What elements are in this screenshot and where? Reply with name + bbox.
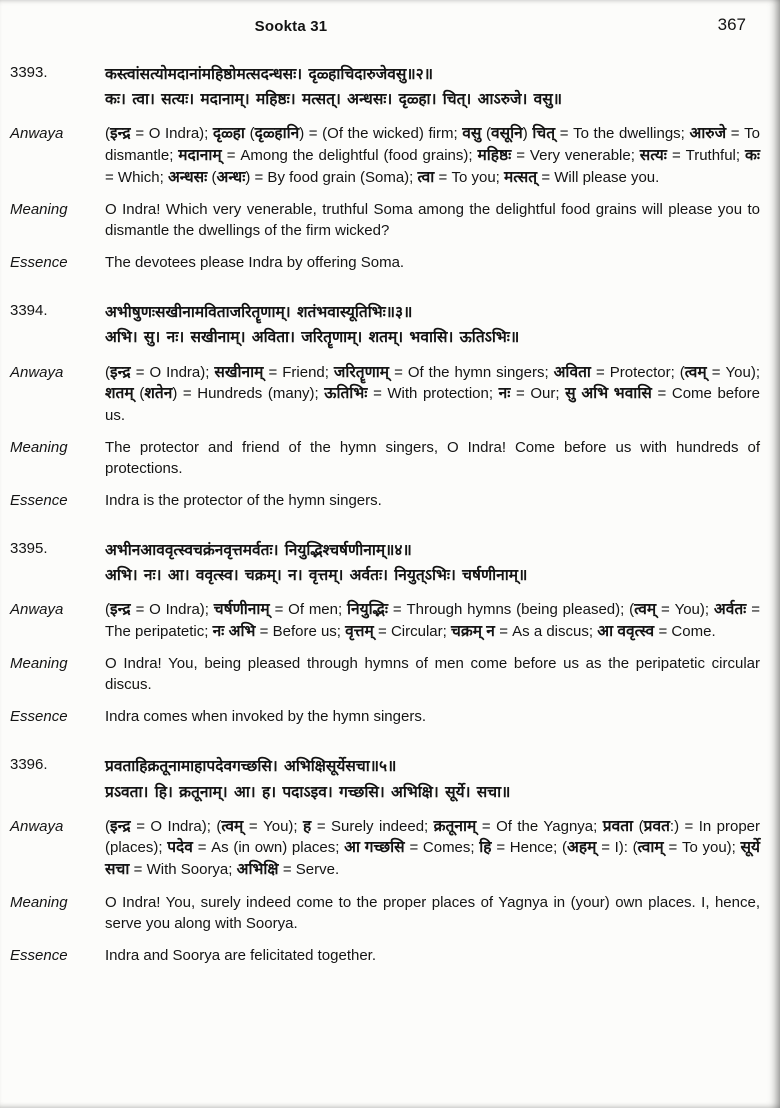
anwaya-label: Anwaya <box>10 817 64 835</box>
anwaya-text: (इन्द्र = O Indra); दृळ्हा (दृळ्हानि) = (Of the wicked) firm; वसु (वसूनि) चित् = To the dwellings; आरुजे = To dismantle; मदानाम् = Among the delightful (food grains); महिष्ठः = Very venerable; सत्यः = Truthful; कः = Which; अन्धसः (अन्धः) = By food grain (Soma); त्वा = To you; मत्सत् = Will please you. <box>105 125 760 186</box>
verse-row <box>8 300 762 350</box>
meaning-label: Meaning <box>10 655 68 673</box>
meaning-row <box>8 892 762 934</box>
essence-row <box>8 490 762 511</box>
verse-row <box>8 538 762 588</box>
verse-number: 3395. <box>10 539 48 557</box>
samhita-line: प्रवताहिक्रतूनामाहापदेवगच्छसि। अभिक्षिसूर्येसचा॥५॥ <box>105 758 397 776</box>
verse-number: 3394. <box>10 302 48 320</box>
anwaya-text: (इन्द्र = O Indra); चर्षणीनाम् = Of men; नियुद्भिः = Through hymns (being pleased); (त्वम् = You); अर्वतः = The peripatetic; नः अभि = Before us; वृत्तम् = Circular; चक्रम् न = As a discus; आ ववृत्स्व = Come. <box>105 601 761 640</box>
pada-line: कः। त्वा। सत्यः। मदानाम्। महिष्ठः। मत्सत्। अन्धसः। दृळ्हा। चित्। आऽरुजे। वसु॥ <box>105 91 563 109</box>
essence-label: Essence <box>10 708 68 726</box>
page-number: 367 <box>717 15 746 34</box>
anwaya-row <box>8 816 762 881</box>
pada-line: अभि। नः। आ। ववृत्स्व। चक्रम्। न। वृत्तम्। अर्वतः। नियुत्ऽभिः। चर्षणीनाम्॥ <box>105 566 528 584</box>
meaning-row <box>8 437 762 479</box>
meaning-label: Meaning <box>10 201 68 219</box>
samhita-line: अभीनआववृत्स्वचक्रंनवृत्तमर्वतः। नियुद्भिश्चर्षणीनाम्॥४॥ <box>105 541 412 559</box>
anwaya-label: Anwaya <box>10 601 64 619</box>
anwaya-row <box>8 362 762 426</box>
essence-text: Indra is the protector of the hymn singers. <box>105 491 382 509</box>
essence-label: Essence <box>10 946 68 964</box>
meaning-text: O Indra! You, surely indeed come to the proper places of Yagnya in (your) own places. I, hence, serve you along with Soorya. <box>105 893 760 932</box>
verse-number: 3396. <box>10 756 48 774</box>
verse-row <box>8 754 762 804</box>
anwaya-text: (इन्द्र = O Indra); (त्वम् = You); ह = Surely indeed; क्रतूनाम् = Of the Yagnya; प्रवता (प्रवत:) = In proper (places); पदेव = As (in own) places; आ गच्छसि = Comes; हि = Hence; (अहम् = I): (त्वाम् = To you); सूर्ये सचा = With Soorya; अभिक्षि = Serve. <box>105 817 761 879</box>
anwaya-label: Anwaya <box>10 363 64 381</box>
meaning-label: Meaning <box>10 438 68 456</box>
anwaya-row <box>8 123 762 188</box>
essence-row <box>8 945 762 966</box>
essence-text: Indra comes when invoked by the hymn singers. <box>105 708 426 726</box>
verse-text <box>105 538 762 588</box>
essence-label: Essence <box>10 491 68 509</box>
meaning-row <box>8 199 762 241</box>
meaning-text: O Indra! Which very venerable, truthful Soma among the delightful food grains will please you to dismantle the dwellings of the firm wicked? <box>105 201 760 240</box>
essence-text: The devotees please Indra by offering Soma. <box>105 254 405 272</box>
essence-row <box>8 706 762 727</box>
sookta-title: Sookta 31 <box>254 18 328 35</box>
verse-text <box>105 754 762 804</box>
anwaya-label: Anwaya <box>10 125 64 143</box>
meaning-row <box>8 653 762 695</box>
verse-text <box>105 300 762 350</box>
verse-text <box>105 62 762 112</box>
samhita-line: अभीषुणःसखीनामविताजरितॄणाम्। शतंभवास्यूतिभिः॥३॥ <box>105 304 413 322</box>
meaning-text: The protector and friend of the hymn singers, O Indra! Come before us with hundreds of protections. <box>105 438 760 477</box>
anwaya-row <box>8 599 762 642</box>
verse-block-3395 <box>8 538 762 728</box>
essence-label: Essence <box>10 254 68 272</box>
verse-number: 3393. <box>10 64 48 81</box>
page-header <box>8 10 762 62</box>
verse-row <box>8 62 762 112</box>
samhita-line: कस्त्वांसत्योमदानांमहिष्ठोमत्सदन्धसः। दृळ्हाचिदारुजेवसु॥२॥ <box>105 66 434 83</box>
verse-block-3393 <box>8 62 762 273</box>
verse-block-3396 <box>8 754 762 965</box>
meaning-text: O Indra! You, being pleased through hymns of men come before us as the peripatetic circular discus. <box>105 655 760 694</box>
anwaya-text: (इन्द्र = O Indra); सखीनाम् = Friend; जरितॄणाम् = Of the hymn singers; अविता = Protector; (त्वम् = You); शतम् (शतेन) = Hundreds (many); ऊतिभिः = With protection; नः = Our; सु अभि भवासि = Come before us. <box>105 363 760 424</box>
pada-line: प्रऽवता। हि। क्रतूनाम्। आ। ह। पदाऽइव। गच्छसि। अभिक्षि। सूर्ये। सचा॥ <box>105 783 511 801</box>
pada-line: अभि। सु। नः। सखीनाम्। अविता। जरितॄणाम्। शतम्। भवासि। ऊतिऽभिः॥ <box>105 329 520 347</box>
essence-text: Indra and Soorya are felicitated together. <box>105 946 377 964</box>
meaning-label: Meaning <box>10 893 68 911</box>
essence-row <box>8 252 762 273</box>
verse-block-3394 <box>8 300 762 511</box>
